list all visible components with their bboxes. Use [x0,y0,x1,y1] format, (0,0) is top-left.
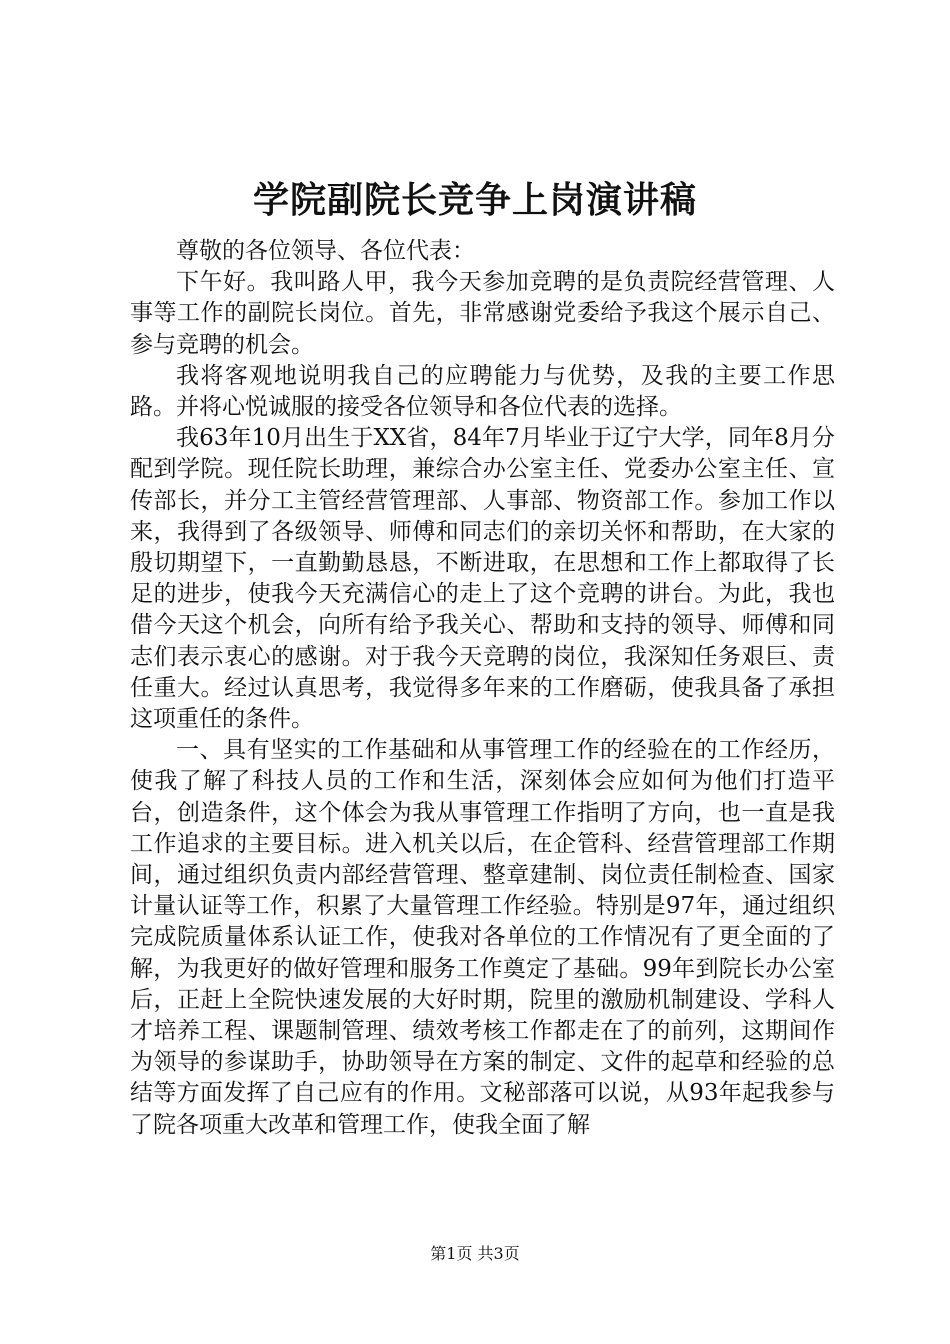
paragraph-intent: 我将客观地说明我自己的应聘能力与优势，及我的主要工作思路。并将心悦诚服的接受各位领导和各位代表的选择。 [130,362,835,421]
paragraph-background: 我63年10月出生于XX省，84年7月毕业于辽宁大学，同年8月分配到学院。现任院长助理，兼综合办公室主任、党委办公室主任、宣传部长，并分工主管经营管理部、人事部、物资部工作。参加工作以来，我得到了各级领导、师傅和同志们的亲切关怀和帮助，在大家的殷切期望下，一直勤勤恳恳，不断进取，在思想和工作上都取得了长足的进步，使我今天充满信心的走上了这个竞聘的讲台。为此，我也借今天这个机会，向所有给予我关心、帮助和支持的领导、师傅和同志们表示衷心的感谢。对于我今天竞聘的岗位，我深知任务艰巨、责任重大。经过认真思考，我觉得多年来的工作磨砺，使我具备了承担这项重任的条件。 [130,425,835,733]
paragraph-greeting: 下午好。我叫路人甲，我今天参加竞聘的是负责院经营管理、人事等工作的副院长岗位。首先，非常感谢党委给予我这个展示自己、参与竞聘的机会。 [130,269,835,358]
page-footer: 第1页 共3页 [430,1244,520,1263]
document-title: 学院副院长竞争上岗演讲稿 [252,179,697,221]
paragraph-experience: 一、具有坚实的工作基础和从事管理工作的经验在的工作经历，使我了解了科技人员的工作和生活，深刻体会应如何为他们打造平台，创造条件，这个体会为我从事管理工作指明了方向，也一直是我工作追求的主要目标。进入机关以后，在企管科、经营管理部工作期间，通过组织负责内部经营管理、整章建制、岗位责任制检查、国家计量认证等工作，积累了大量管理工作经验。特别是97年，通过组织完成院质量体系认证工作，使我对各单位的工作情况有了更全面的了解，为我更好的做好管理和服务工作奠定了基础。99年到院长办公室后，正赶上全院快速发展的大好时期，院里的激励机制建设、学科人才培养工程、课题制管理、绩效考核工作都走在了的前列，这期间作为领导的参谋助手，协助领导在方案的制定、文件的起草和经验的总结等方面发挥了自己应有的作用。文秘部落可以说，从93年起我参与了院各项重大改革和管理工作，使我全面了解 [130,737,835,1138]
paragraph-salutation: 尊敬的各位领导、各位代表： [176,238,475,264]
document-body [130,236,835,1141]
